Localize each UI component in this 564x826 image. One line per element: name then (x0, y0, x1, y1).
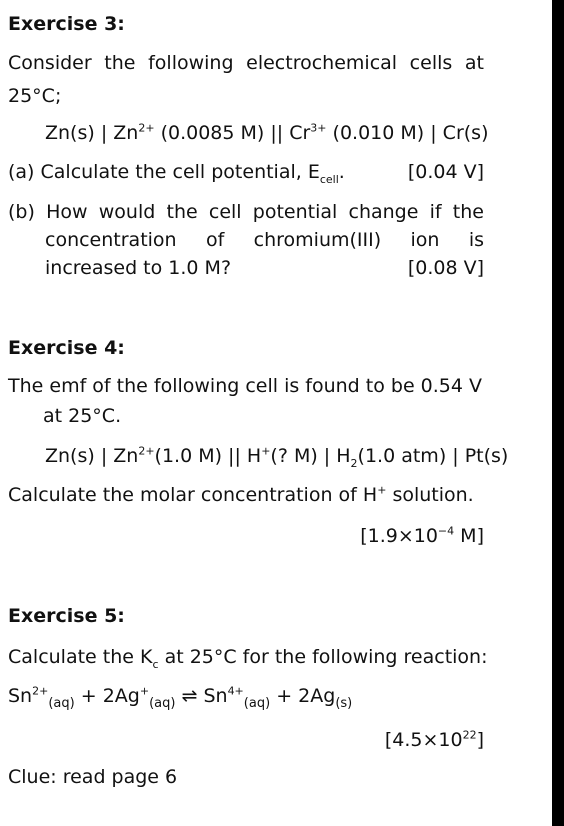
exercise-3-intro-line1: Consider the following electrochemical cells at (8, 52, 484, 74)
answer-bracket: ] (476, 729, 484, 751)
exercise-3-cell-notation (45, 121, 489, 145)
question-text: Calculate the molar concentration of H (8, 484, 378, 506)
state-subscript: (s) (335, 695, 353, 711)
exercise-4-intro-line2: at 25°C. (43, 405, 122, 427)
question-end: at 25°C for the following reaction: (158, 646, 488, 668)
formula-subscript: 2 (350, 456, 358, 470)
question-text: (a) Calculate the cell potential, E (8, 161, 320, 183)
charge-superscript: 2+ (32, 684, 49, 698)
charge-superscript: + (261, 444, 271, 458)
charge-superscript: 2+ (138, 444, 155, 458)
cell-part: (0.010 M) | Cr(s) (326, 122, 489, 144)
exercise-5-reaction (8, 684, 353, 711)
question-end: solution. (386, 484, 474, 506)
answer-unit: M] (454, 525, 484, 547)
cell-part: (1.0 M) || H (154, 445, 262, 467)
answer-exponent: −4 (437, 524, 455, 538)
question-end: . (338, 161, 345, 183)
state-subscript: (aq) (149, 695, 176, 711)
state-subscript: (aq) (48, 695, 75, 711)
exercise-3-question-a (8, 160, 345, 184)
kc-subscript: c (152, 657, 159, 671)
exercise-3-intro-line2: 25°C; (8, 85, 62, 107)
product-silver: + 2Ag (270, 685, 336, 707)
exercise-4-cell-notation (45, 444, 508, 468)
exercise-4-title: Exercise 4: (8, 337, 125, 359)
exercise-5-clue: Clue: read page 6 (8, 766, 178, 788)
charge-superscript: 3+ (310, 121, 327, 135)
cell-subscript: cell (319, 172, 339, 186)
exercise-3-answer-b: [0.08 V] (407, 257, 484, 279)
exercise-4-answer (284, 524, 484, 548)
cell-part: (1.0 atm) | Pt(s) (357, 445, 509, 467)
exercise-5-question (8, 645, 488, 669)
cell-part: (0.0085 M) || Cr (154, 122, 311, 144)
charge-superscript: + (377, 483, 387, 497)
equilibrium-arrow-icon: ⇌ (175, 685, 204, 707)
exercise-3-question-b-line2: concentration of chromium(III) ion is (45, 229, 484, 251)
product-tin: Sn (203, 685, 228, 707)
charge-superscript: 4+ (227, 684, 244, 698)
exercise-3-question-b-line3: increased to 1.0 M? (45, 257, 232, 279)
cell-part: Zn(s) | Zn (45, 445, 139, 467)
question-text: Calculate the K (8, 646, 153, 668)
answer-exponent: 22 (462, 728, 477, 742)
charge-superscript: 2+ (138, 121, 155, 135)
exercise-5-answer (334, 728, 484, 752)
reactant-silver: + 2Ag (74, 685, 140, 707)
exercise-3-title: Exercise 3: (8, 13, 125, 35)
answer-mantissa: [1.9×10 (360, 525, 438, 547)
exercise-5-title: Exercise 5: (8, 605, 125, 627)
reactant-tin: Sn (8, 685, 33, 707)
exercise-3-question-b-line1: (b) How would the cell potential change if the (8, 201, 484, 223)
cell-part: Zn(s) | Zn (45, 122, 139, 144)
exercise-4-intro-line1: The emf of the following cell is found to be 0.54 V (8, 375, 483, 397)
answer-mantissa: [4.5×10 (384, 729, 463, 751)
exercise-3-answer-a: [0.04 V] (407, 161, 484, 183)
cell-part: (? M) | H (270, 445, 351, 467)
state-subscript: (aq) (243, 695, 271, 711)
charge-superscript: + (139, 684, 150, 698)
exercise-4-question (8, 483, 474, 507)
